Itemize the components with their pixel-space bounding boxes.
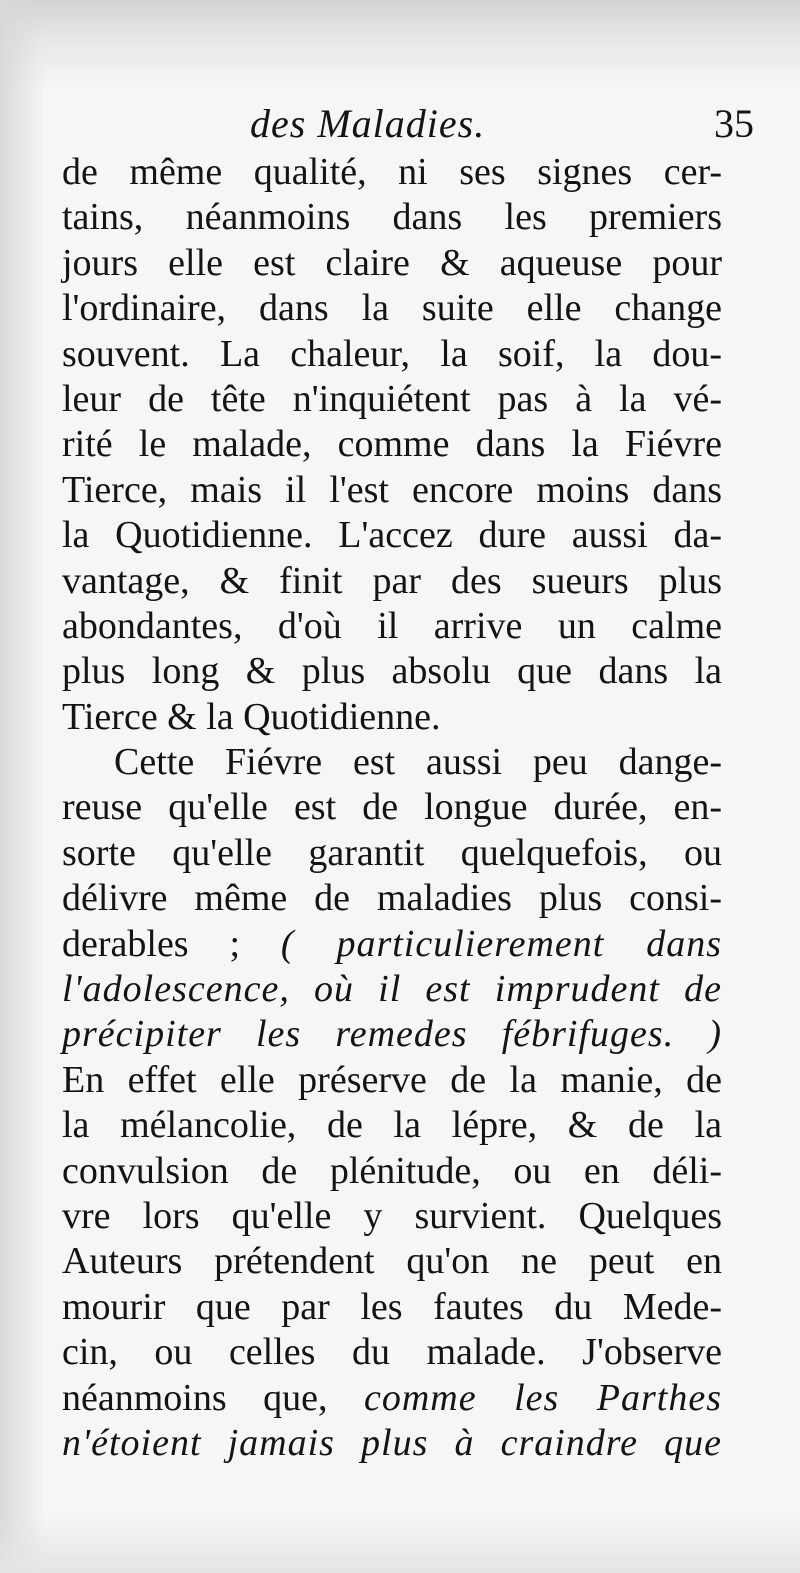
page-header xyxy=(0,96,800,152)
text-line: Tierce & la Quotidienne. xyxy=(62,695,441,738)
text-line: délivre même de maladies plus consi- xyxy=(62,877,722,920)
text-line: de même qualité, ni ses signes cer- xyxy=(62,151,722,193)
text-line: vre lors qu'elle y survient. Quelques xyxy=(62,1194,722,1237)
running-head: des Maladies. xyxy=(250,101,486,146)
text-line-mixed xyxy=(62,1376,722,1421)
text-line: reuse qu'elle est de longue durée, en- xyxy=(62,786,722,829)
text-line: abondantes, d'où il arrive un calme xyxy=(62,604,722,647)
scan-shadow-top xyxy=(0,0,800,90)
text-line: souvent. La chaleur, la soif, la dou- xyxy=(62,332,722,375)
text-line-italic: précipiter les remedes fébrifuges. ) xyxy=(62,1013,722,1056)
text-line: plus long & plus absolu que dans la xyxy=(62,650,722,693)
text-roman: derables ; xyxy=(62,922,281,965)
text-line: la mélancolie, de la lépre, & de la xyxy=(62,1104,722,1147)
text-line: rité le malade, comme dans la Fiévre xyxy=(62,423,722,466)
text-line: l'ordinaire, dans la suite elle change xyxy=(62,287,722,330)
text-line-italic: l'adolescence, où il est imprudent de xyxy=(62,968,722,1011)
text-line: Cette Fiévre est aussi peu dange- xyxy=(114,741,722,784)
text-line: tains, néanmoins dans les premiers xyxy=(62,196,722,239)
text-line: En effet elle préserve de la manie, de xyxy=(62,1058,722,1101)
page-number: 35 xyxy=(714,101,754,146)
text-line: jours elle est claire & aqueuse pour xyxy=(62,241,722,284)
text-line: mourir que par les fautes du Mede- xyxy=(62,1285,722,1328)
scan-shadow-left xyxy=(0,0,45,1573)
text-line: vantage, & finit par des sueurs plus xyxy=(62,559,722,602)
text-italic: ( particulierement dans xyxy=(280,922,722,965)
text-line: convulsion de plénitude, ou en déli- xyxy=(62,1149,722,1192)
text-line: Tierce, mais il l'est encore moins dans xyxy=(62,468,722,511)
text-italic: comme les Parthes xyxy=(363,1376,722,1419)
text-line: Auteurs prétendent qu'on ne peut en xyxy=(62,1240,722,1283)
text-line: cin, ou celles du malade. J'observe xyxy=(62,1331,722,1374)
scan-shadow-bottom xyxy=(0,1513,800,1573)
text-line: leur de tête n'inquiétent pas à la vé- xyxy=(62,377,722,420)
text-line: sorte qu'elle garantit quelquefois, ou xyxy=(62,831,722,874)
body-text xyxy=(62,150,722,1466)
text-line-italic: n'étoient jamais plus à craindre que xyxy=(62,1421,722,1464)
text-roman: néanmoins que, xyxy=(62,1376,364,1419)
text-line: la Quotidienne. L'accez dure aussi da- xyxy=(62,514,722,557)
text-line-mixed xyxy=(62,922,722,967)
